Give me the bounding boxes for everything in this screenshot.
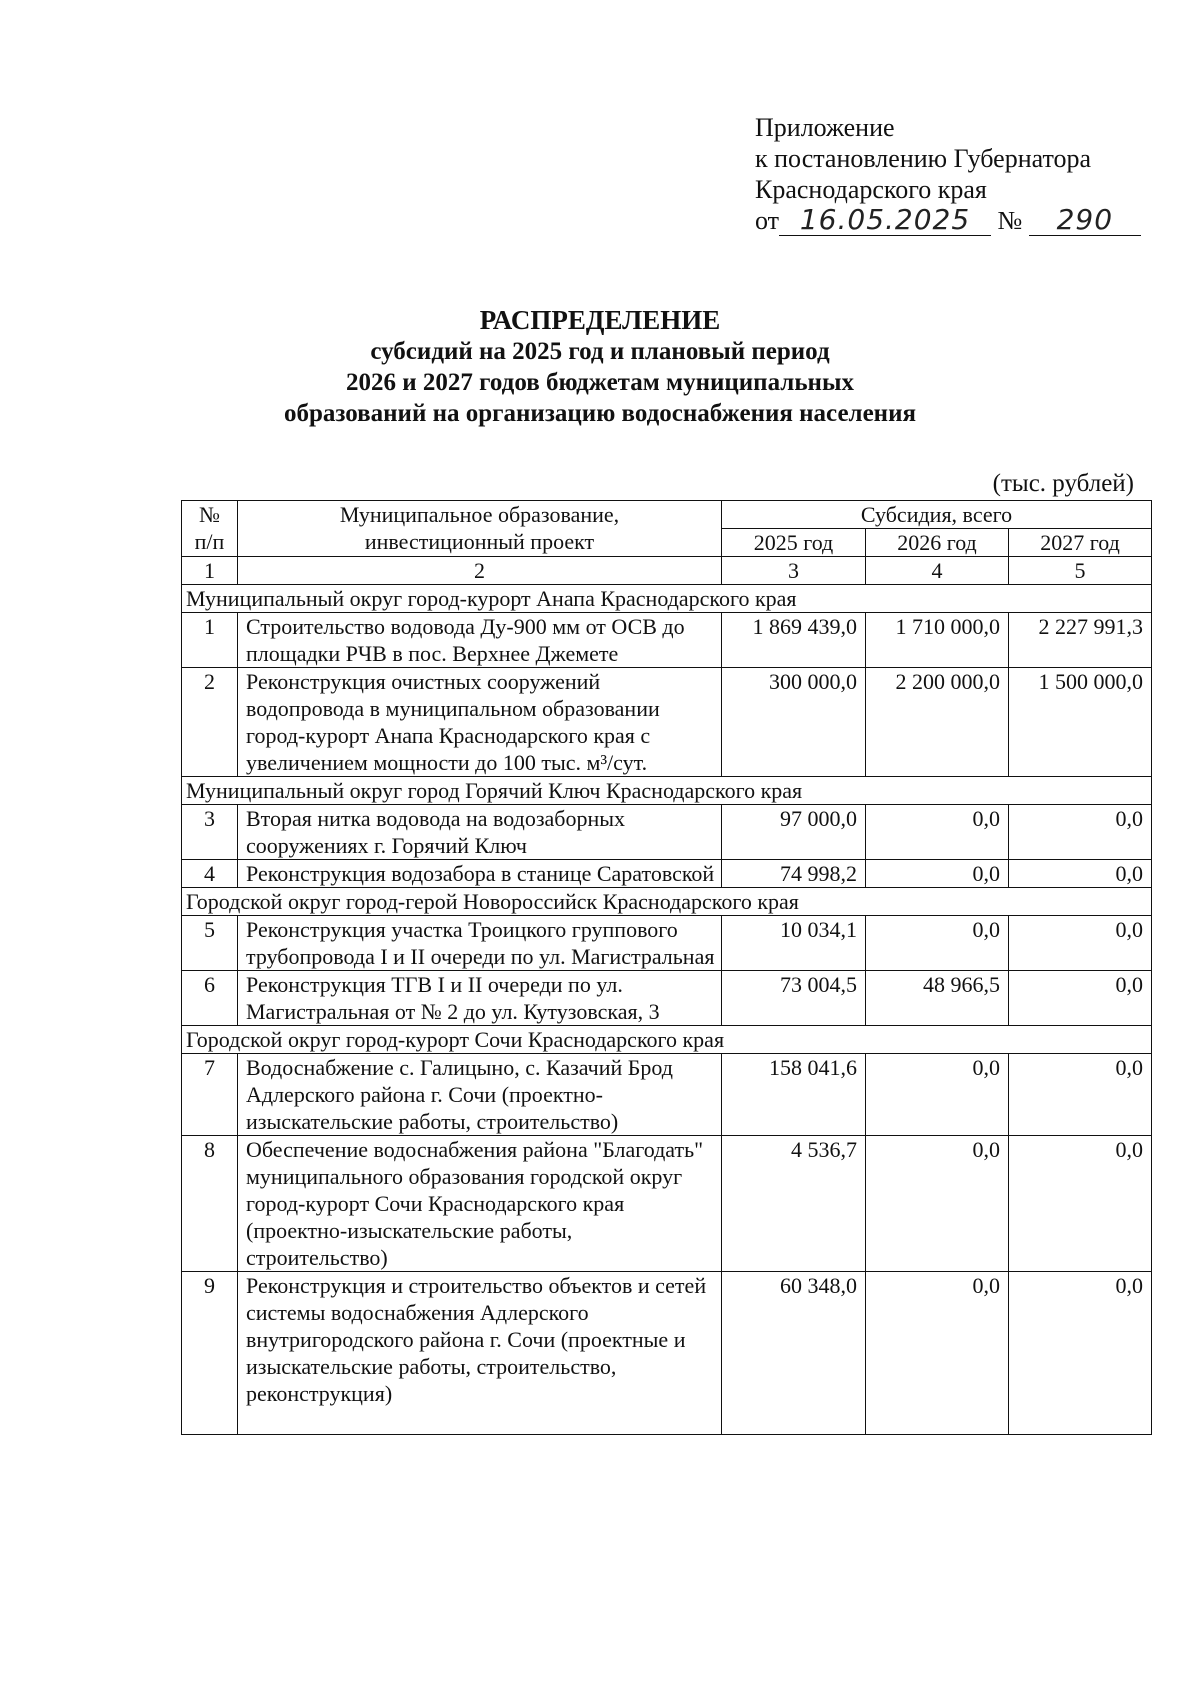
units-label: (тыс. рублей)	[992, 470, 1134, 497]
header-subsidy: Субсидия, всего	[722, 501, 1152, 529]
value-2026: 2 200 000,0	[866, 668, 1009, 777]
date-prefix: от	[755, 206, 780, 235]
value-2025: 158 041,6	[722, 1054, 866, 1136]
region-title: Городской округ город-курорт Сочи Краснодарского края	[182, 1026, 1152, 1054]
value-2026: 0,0	[866, 1054, 1009, 1136]
title-line-4: образований на организацию водоснабжения населения	[283, 400, 917, 427]
row-number: 3	[182, 805, 238, 860]
table-row	[182, 916, 1152, 971]
table-body	[182, 585, 1152, 1435]
appendix-line-2: к постановлению Губернатора	[755, 144, 1092, 173]
region-row	[182, 585, 1152, 613]
header-2025: 2025 год	[722, 529, 866, 557]
appendix-line-3: Краснодарского края	[755, 175, 987, 204]
project-name: Реконструкция водозабора в станице Саратовской	[238, 860, 722, 888]
row-number: 2	[182, 668, 238, 777]
table-row	[182, 613, 1152, 668]
row-number: 4	[182, 860, 238, 888]
project-name: Реконструкция ТГВ I и II очереди по ул. Магистральная от № 2 до ул. Кутузовская, 3	[238, 971, 722, 1026]
region-row	[182, 777, 1152, 805]
value-2025: 10 034,1	[722, 916, 866, 971]
handwritten-number: 290	[1029, 205, 1141, 236]
header-name-line-1: Муниципальное образование,	[339, 502, 620, 527]
header-num-line-1: №	[199, 502, 220, 527]
appendix-date-line	[755, 205, 1141, 236]
appendix-block	[755, 112, 1141, 236]
document-title	[0, 305, 1200, 429]
value-2025: 74 998,2	[722, 860, 866, 888]
index-cell: 3	[722, 557, 866, 585]
value-2027: 2 227 991,3	[1009, 613, 1152, 668]
header-name	[238, 501, 722, 557]
region-title: Муниципальный округ город Горячий Ключ Краснодарского края	[182, 777, 1152, 805]
index-cell: 1	[182, 557, 238, 585]
value-2026: 48 966,5	[866, 971, 1009, 1026]
value-2025: 97 000,0	[722, 805, 866, 860]
region-row	[182, 888, 1152, 916]
table-row	[182, 1054, 1152, 1136]
table-row	[182, 971, 1152, 1026]
value-2025: 300 000,0	[722, 668, 866, 777]
index-cell: 2	[238, 557, 722, 585]
row-number: 5	[182, 916, 238, 971]
table-row	[182, 860, 1152, 888]
title-line-2: субсидий на 2025 год и плановый период	[370, 338, 830, 365]
value-2025: 4 536,7	[722, 1136, 866, 1272]
project-name: Строительство водовода Ду-900 мм от ОСВ до площадки РЧВ в пос. Верхнее Джемете	[238, 613, 722, 668]
value-2027: 0,0	[1009, 805, 1152, 860]
region-title: Муниципальный округ город-курорт Анапа Краснодарского края	[182, 585, 1152, 613]
value-2027: 0,0	[1009, 1054, 1152, 1136]
table-row	[182, 805, 1152, 860]
header-num-line-2: п/п	[194, 529, 225, 554]
value-2027: 0,0	[1009, 860, 1152, 888]
table-row	[182, 668, 1152, 777]
row-number: 1	[182, 613, 238, 668]
project-name: Обеспечение водоснабжения района "Благодать" муниципального образования городской округ город-курорт Сочи Краснодарского края (проектно-изыскательские работы, строительство)	[238, 1136, 722, 1272]
table-row	[182, 1136, 1152, 1272]
index-cell: 5	[1009, 557, 1152, 585]
project-name: Вторая нитка водовода на водозаборных сооружениях г. Горячий Ключ	[238, 805, 722, 860]
value-2026: 0,0	[866, 1136, 1009, 1272]
row-number: 9	[182, 1272, 238, 1435]
row-number: 8	[182, 1136, 238, 1272]
number-prefix: №	[997, 206, 1023, 235]
title-line-3: 2026 и 2027 годов бюджетам муниципальных	[346, 369, 854, 396]
header-num	[182, 501, 238, 557]
value-2026: 0,0	[866, 805, 1009, 860]
project-name: Реконструкция и строительство объектов и сетей системы водоснабжения Адлерского внутригородского района г. Сочи (проектные и изыскательские работы, строительство, реконструкция)	[238, 1272, 722, 1435]
index-cell: 4	[866, 557, 1009, 585]
value-2027: 0,0	[1009, 971, 1152, 1026]
header-2027: 2027 год	[1009, 529, 1152, 557]
value-2025: 73 004,5	[722, 971, 866, 1026]
subsidy-table	[181, 500, 1152, 1435]
region-title: Городской округ город-герой Новороссийск Краснодарского края	[182, 888, 1152, 916]
value-2026: 0,0	[866, 916, 1009, 971]
value-2025: 1 869 439,0	[722, 613, 866, 668]
project-name: Реконструкция очистных сооружений водопровода в муниципальном образовании город-курорт Анапа Краснодарского края с увеличением мощности до 100 тыс. м³/сут.	[238, 668, 722, 777]
value-2026: 0,0	[866, 860, 1009, 888]
row-number: 6	[182, 971, 238, 1026]
value-2027: 0,0	[1009, 916, 1152, 971]
value-2027: 1 500 000,0	[1009, 668, 1152, 777]
value-2027: 0,0	[1009, 1136, 1152, 1272]
title-main: РАСПРЕДЕЛЕНИЕ	[479, 305, 721, 335]
handwritten-date: 16.05.2025	[779, 205, 991, 236]
value-2026: 0,0	[866, 1272, 1009, 1435]
value-2027: 0,0	[1009, 1272, 1152, 1435]
region-row	[182, 1026, 1152, 1054]
table-row	[182, 1272, 1152, 1435]
value-2026: 1 710 000,0	[866, 613, 1009, 668]
header-name-line-2: инвестиционный проект	[364, 529, 595, 554]
project-name: Водоснабжение с. Галицыно, с. Казачий Брод Адлерского района г. Сочи (проектно-изыскательские работы, строительство)	[238, 1054, 722, 1136]
value-2025: 60 348,0	[722, 1272, 866, 1435]
header-2026: 2026 год	[866, 529, 1009, 557]
row-number: 7	[182, 1054, 238, 1136]
appendix-line-1: Приложение	[755, 113, 895, 142]
project-name: Реконструкция участка Троицкого группового трубопровода I и II очереди по ул. Магистральная	[238, 916, 722, 971]
